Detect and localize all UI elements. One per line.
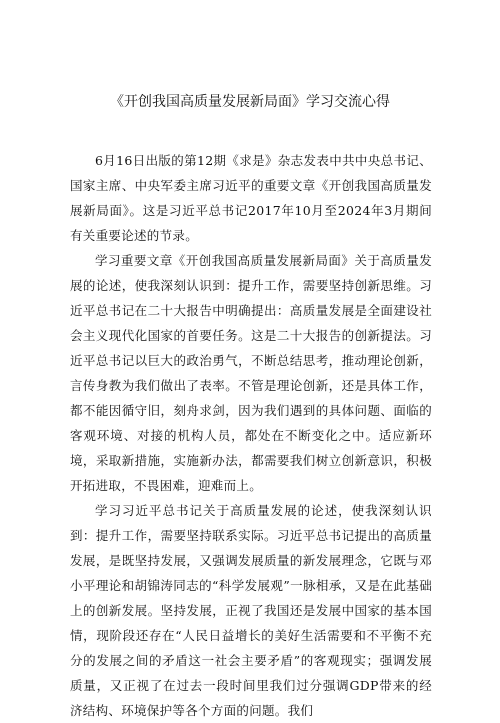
paragraph-1: 6月16日出版的第12期《求是》杂志发表中共中央总书记、国家主席、中央军委主席习近平的重要文章《开创我国高质量发展新局面》。这是习近平总书记2017年10月至2024年3月期间有关重要论述的节录。 [70,153,432,243]
paragraph-3: 学习习近平总书记关于高质量发展的论述，使我深刻认识到：提升工作，需要坚持联系实际。习近平总书记提出的高质量发展，是既坚持发展，又强调发展质量的新发展理念，它既与邓小平理论和胡锦涛同志的“科学发展观”一脉相承，又是在此基础上的创新发展。坚持发展，正视了我国还是发展中国家的基本国情，现阶段还存在“人民日益增长的美好生活需要和不平衡不充分的发展之间的矛盾这一社会主要矛盾”的客观现实；强调发展质量，又正视了在过去一段时间里我们过分强调GDP带来的经济结构、环境保护等各个方面的问题。我们 [70,503,432,718]
document-title: 《开创我国高质量发展新局面》学习交流心得 [110,94,390,110]
document-body [70,148,432,723]
paragraph-2: 学习重要文章《开创我国高质量发展新局面》关于高质量发展的论述，使我深刻认识到：提升工作，需要坚持创新思维。习近平总书记在二十大报告中明确提出：高质量发展是全面建设社会主义现代化国家的首要任务。这是二十大报告的创新提法。习近平总书记以巨大的政治勇气，不断总结思考，推动理论创新，言传身教为我们做出了表率。不管是理论创新，还是具体工作，都不能因循守旧，刻舟求剑，因为我们遇到的具体问题、面临的客观环境、对接的机构人员，都处在不断变化之中。适应新环境，采取新措施，实施新办法，都需要我们树立创新意识，积极开拓进取，不畏困难，迎难而上。 [70,253,432,493]
